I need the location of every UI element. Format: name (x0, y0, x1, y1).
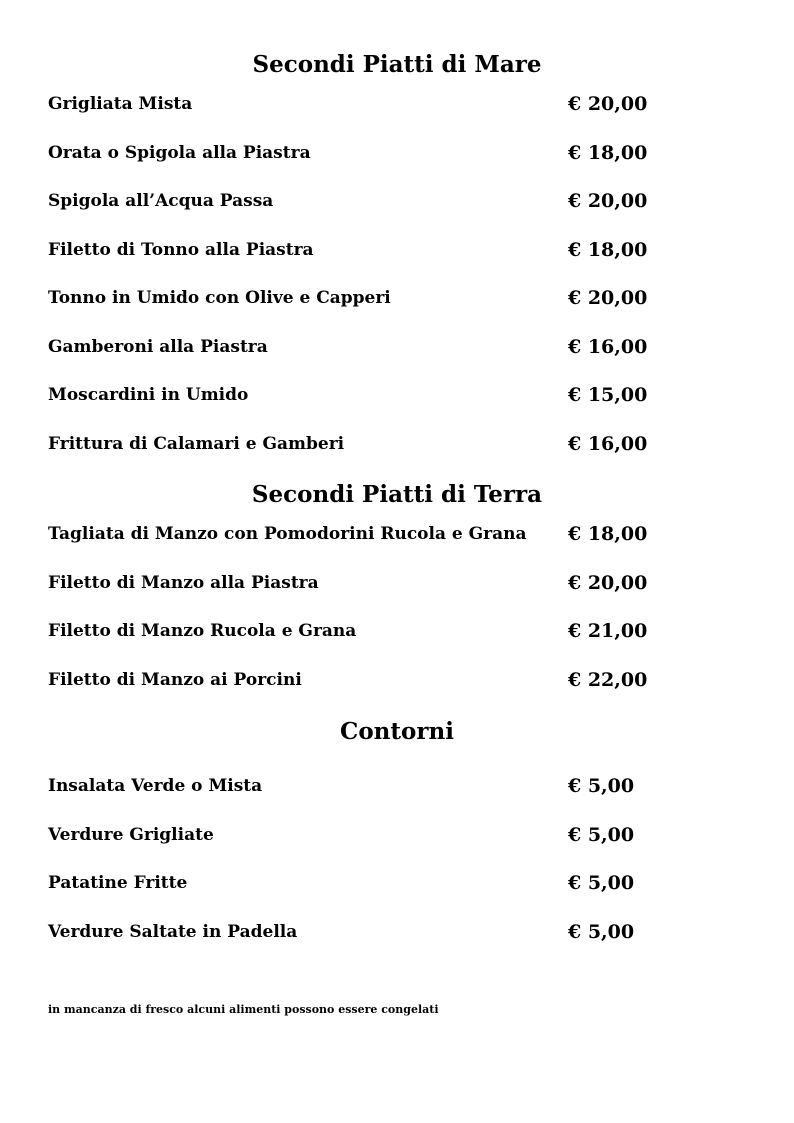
menu-item-price: € 5,00 (568, 921, 635, 943)
menu-item (48, 432, 698, 456)
menu-item (48, 774, 698, 798)
menu-item-price: € 22,00 (568, 669, 648, 691)
menu-item (48, 383, 698, 407)
menu-item-name: Grigliata Mista (48, 94, 193, 114)
menu-item-name: Filetto di Manzo Rucola e Grana (48, 621, 357, 641)
section-title-terra: Secondi Piatti di Terra (251, 481, 543, 508)
section-title-contorni: Contorni (340, 718, 454, 745)
section-title-mare: Secondi Piatti di Mare (252, 51, 542, 78)
menu-item-price: € 5,00 (568, 824, 635, 846)
menu-item-name: Orata o Spigola alla Piastra (48, 143, 311, 163)
menu-item-price: € 20,00 (568, 190, 648, 212)
menu-item (48, 189, 698, 213)
menu-item (48, 335, 698, 359)
menu-item (48, 286, 698, 310)
menu-item-name: Filetto di Manzo alla Piastra (48, 573, 319, 593)
menu-item (48, 668, 698, 692)
menu-item (48, 92, 698, 116)
menu-item (48, 141, 698, 165)
menu-item-price: € 18,00 (568, 239, 648, 261)
menu-item-name: Tonno in Umido con Olive e Capperi (48, 288, 391, 308)
menu-item (48, 619, 698, 643)
menu-item (48, 871, 698, 895)
menu-item-price: € 20,00 (568, 572, 648, 594)
menu-item (48, 571, 698, 595)
menu-item-name: Tagliata di Manzo con Pomodorini Rucola e Grana (48, 524, 527, 544)
menu-item (48, 522, 698, 546)
menu-item-name: Spigola all’Acqua Passa (48, 191, 274, 211)
menu-item-name: Filetto di Manzo ai Porcini (48, 670, 302, 690)
menu-item-name: Verdure Grigliate (48, 825, 214, 845)
menu-item-price: € 15,00 (568, 384, 648, 406)
menu-item (48, 823, 698, 847)
menu-item-price: € 18,00 (568, 142, 648, 164)
menu-item-price: € 5,00 (568, 775, 635, 797)
menu-item-price: € 21,00 (568, 620, 648, 642)
menu-item-price: € 16,00 (568, 336, 648, 358)
menu-item-name: Patatine Fritte (48, 873, 188, 893)
menu-item-price: € 20,00 (568, 287, 648, 309)
menu-item-name: Gamberoni alla Piastra (48, 337, 268, 357)
footer-note: in mancanza di fresco alcuni alimenti possono essere congelati (48, 1003, 439, 1016)
menu-item-name: Filetto di Tonno alla Piastra (48, 240, 314, 260)
menu-item (48, 238, 698, 262)
menu-item-name: Moscardini in Umido (48, 385, 249, 405)
menu-item-price: € 18,00 (568, 523, 648, 545)
menu-item-name: Frittura di Calamari e Gamberi (48, 434, 345, 454)
menu-item-name: Insalata Verde o Mista (48, 776, 263, 796)
menu-item-name: Verdure Saltate in Padella (48, 922, 298, 942)
menu-item-price: € 20,00 (568, 93, 648, 115)
menu-item-price: € 16,00 (568, 433, 648, 455)
menu-item (48, 920, 698, 944)
menu-item-price: € 5,00 (568, 872, 635, 894)
